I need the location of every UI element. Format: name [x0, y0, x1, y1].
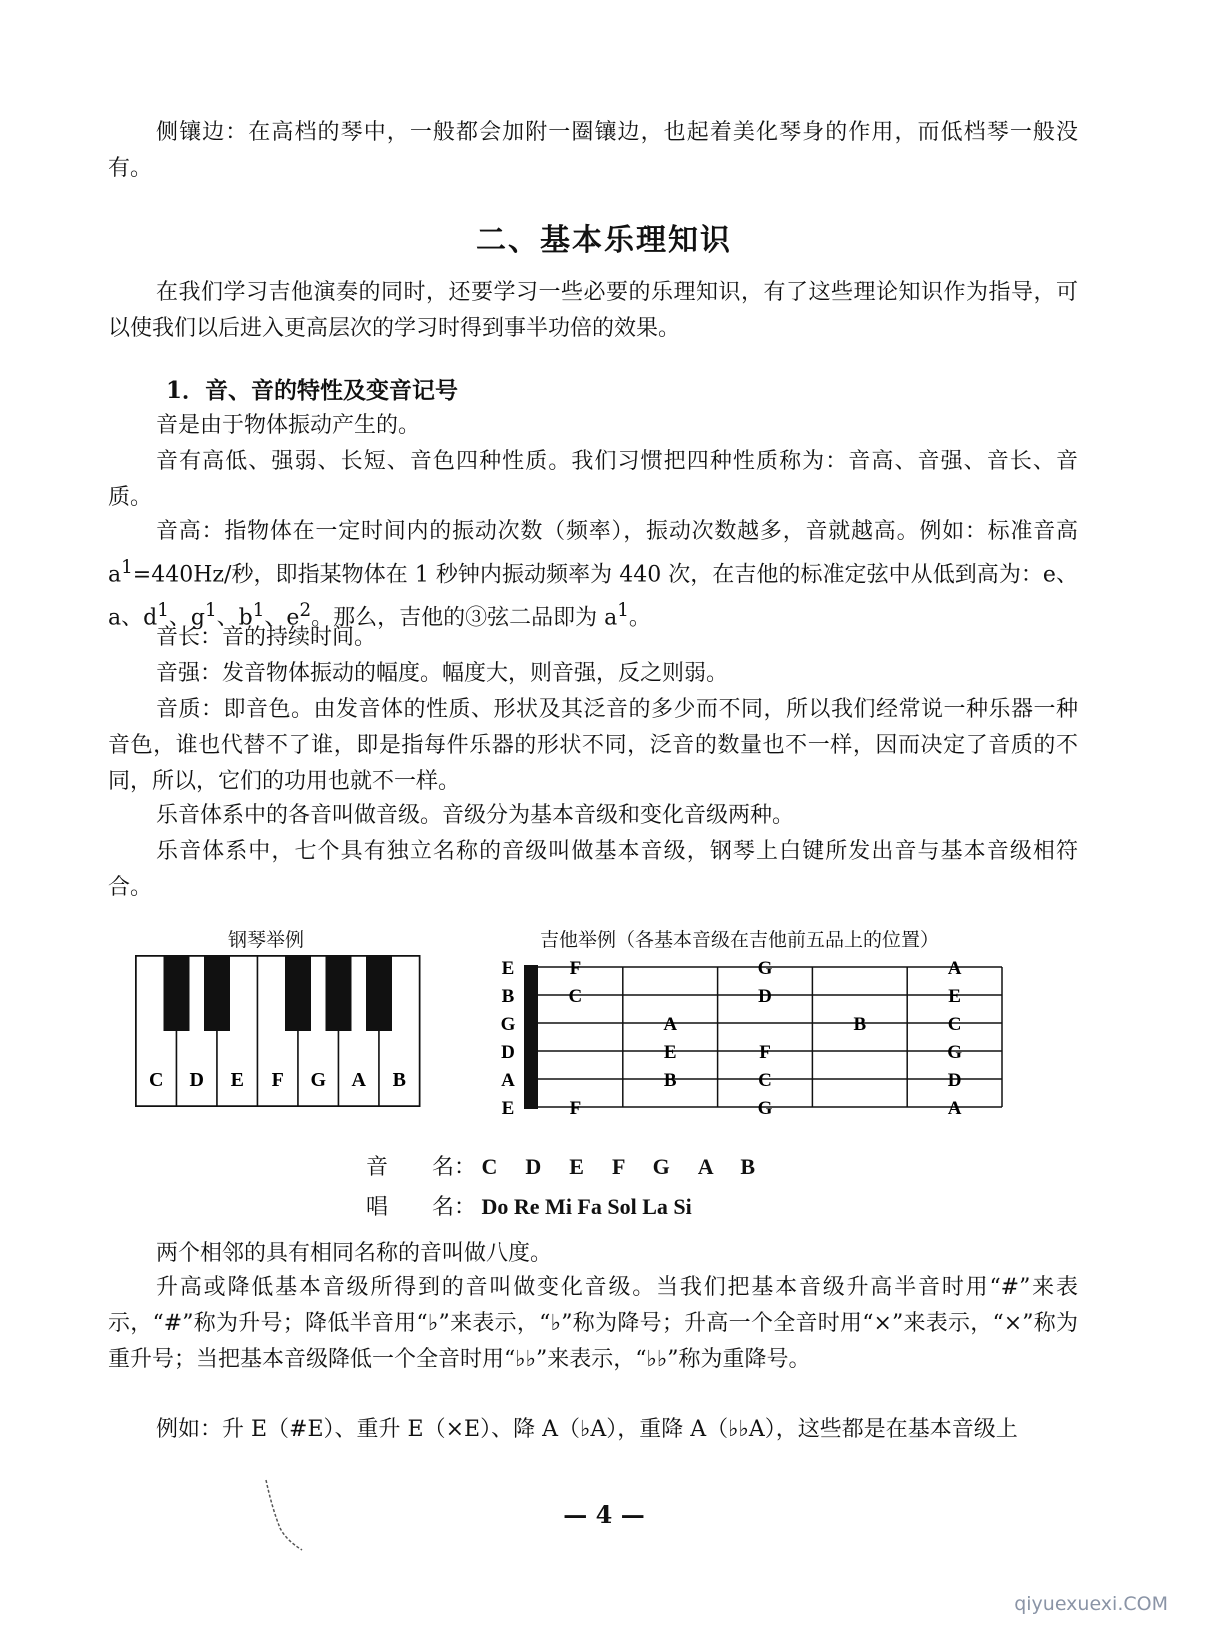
guitar-note: G — [757, 958, 773, 979]
piano-black-key — [285, 956, 311, 1031]
guitar-note: F — [569, 1098, 582, 1115]
paragraph-accidentals: 升高或降低基本音级所得到的音叫做变化音级。当我们把基本音级升高半音时用“#”来表示，“#”称为升号；降低半音用“♭”来表示，“♭”称为降号；升高一个全音时用“×”来表示，“×”称为重升号；当把基本音级降低一个全音时用“♭♭”来表示，“♭♭”称为重降号。 — [108, 1275, 1078, 1372]
paragraph-example: 例如：升 E（#E）、重升 E（×E）、降 A（♭A），重降 A（♭♭A），这些都是在基本音级上 — [156, 1417, 1018, 1442]
guitar-note: C — [758, 1070, 772, 1091]
guitar-note: G — [757, 1098, 773, 1115]
paragraph-length: 音长：音的持续时间。 — [156, 625, 377, 650]
paragraph-octave: 两个相邻的具有相同名称的音叫做八度。 — [156, 1241, 553, 1266]
guitar-caption: 吉他举例（各基本音级在吉他前五品上的位置） — [540, 929, 940, 951]
pen-scribble-mark — [262, 1478, 322, 1558]
guitar-nut — [524, 965, 538, 1109]
note-names-row: 音 名： C D E F G A B — [366, 1154, 759, 1180]
guitar-note: B — [853, 1014, 867, 1035]
guitar-note: A — [947, 1098, 962, 1115]
guitar-note: G — [947, 1042, 962, 1063]
guitar-note: F — [569, 958, 582, 979]
guitar-note: E — [663, 1042, 677, 1063]
guitar-string-label: A — [501, 1070, 515, 1091]
paragraph-sound: 音是由于物体振动产生的。 — [156, 413, 421, 438]
guitar-note: D — [947, 1070, 962, 1091]
solfege-names: Do Re Mi Fa Sol La Si — [481, 1194, 692, 1219]
guitar-string-label: D — [501, 1042, 515, 1063]
subheading: 1．音、音的特性及变音记号 — [166, 377, 459, 404]
guitar-note: F — [759, 1042, 771, 1063]
paragraph-pitch: 音高：指物体在一定时间内的振动次数（频率），振动次数越多，音就越高。例如：标准音高 $a^1=440Hz/$秒，即指某物体在 1 秒钟内振动频率为 440 次，在吉他的标准定弦中从低到高为：e、a、$d^1$、$g^1$、$b^1$、$e^2$。那么，吉他的③弦二品即为 $a^1$。 — [108, 519, 1078, 631]
paragraph-quality: 音质：即音色。由发音体的性质、形状及其泛音的多少而不同，所以我们经常说一种乐器一种音色，谁也代替不了谁，即是指每件乐器的形状不同，泛音的数量也不一样，因而决定了音质的不同，所以，它们的功用也就不一样。 — [108, 697, 1078, 794]
piano-black-key — [326, 956, 352, 1031]
solfege-row: 唱 名： Do Re Mi Fa Sol La Si — [366, 1194, 692, 1220]
piano-caption: 钢琴举例 — [228, 929, 305, 951]
guitar-note: C — [568, 986, 583, 1007]
paragraph-side-binding: 侧镶边：在高档的琴中，一般都会加附一圈镶边，也起着美化琴身的作用，而低档琴一般没有。 — [108, 120, 1078, 181]
piano-black-key — [366, 956, 392, 1031]
paragraph-levels: 乐音体系中的各音叫做音级。音级分为基本音级和变化音级两种。 — [156, 803, 795, 828]
guitar-note: A — [947, 958, 962, 979]
guitar-note: B — [663, 1070, 677, 1091]
piano-black-key — [204, 956, 230, 1031]
guitar-note: E — [948, 986, 961, 1007]
note-names: C D E F G A B — [481, 1154, 759, 1179]
guitar-diagram — [490, 955, 1010, 1115]
piano-diagram — [134, 954, 424, 1110]
paragraph-intro: 在我们学习吉他演奏的同时，还要学习一些必要的乐理知识，有了这些理论知识作为指导，可以使我们以后进入更高层次的学习时得到事半功倍的效果。 — [108, 280, 1078, 341]
piano-key-label: B — [392, 1069, 406, 1091]
piano-key-label: A — [351, 1069, 366, 1091]
piano-key-label: G — [310, 1069, 327, 1091]
guitar-note: C — [947, 1014, 962, 1035]
paragraph-basic-levels: 乐音体系中，七个具有独立名称的音级叫做基本音级，钢琴上白键所发出音与基本音级相符合。 — [108, 839, 1078, 900]
paragraph-strength: 音强：发音物体振动的幅度。幅度大，则音强，反之则弱。 — [156, 661, 729, 686]
piano-key-label: D — [189, 1069, 204, 1091]
piano-black-key — [164, 956, 190, 1031]
section-title: 二、基本乐理知识 — [476, 223, 732, 258]
piano-key-label: C — [149, 1069, 164, 1091]
guitar-string-label: B — [501, 986, 515, 1007]
page-number: — 4 — — [563, 1500, 645, 1529]
watermark: qiyuexuexi.COM — [1014, 1593, 1168, 1615]
guitar-note: D — [758, 986, 772, 1007]
paragraph-properties: 音有高低、强弱、长短、音色四种性质。我们习惯把四种性质称为：音高、音强、音长、音质。 — [108, 449, 1078, 510]
piano-key-label: E — [230, 1069, 244, 1091]
guitar-note: A — [663, 1014, 678, 1035]
guitar-string-label: G — [500, 1014, 516, 1035]
piano-key-label: F — [271, 1069, 284, 1091]
guitar-string-label: E — [501, 958, 515, 979]
guitar-string-label: E — [501, 1098, 515, 1115]
